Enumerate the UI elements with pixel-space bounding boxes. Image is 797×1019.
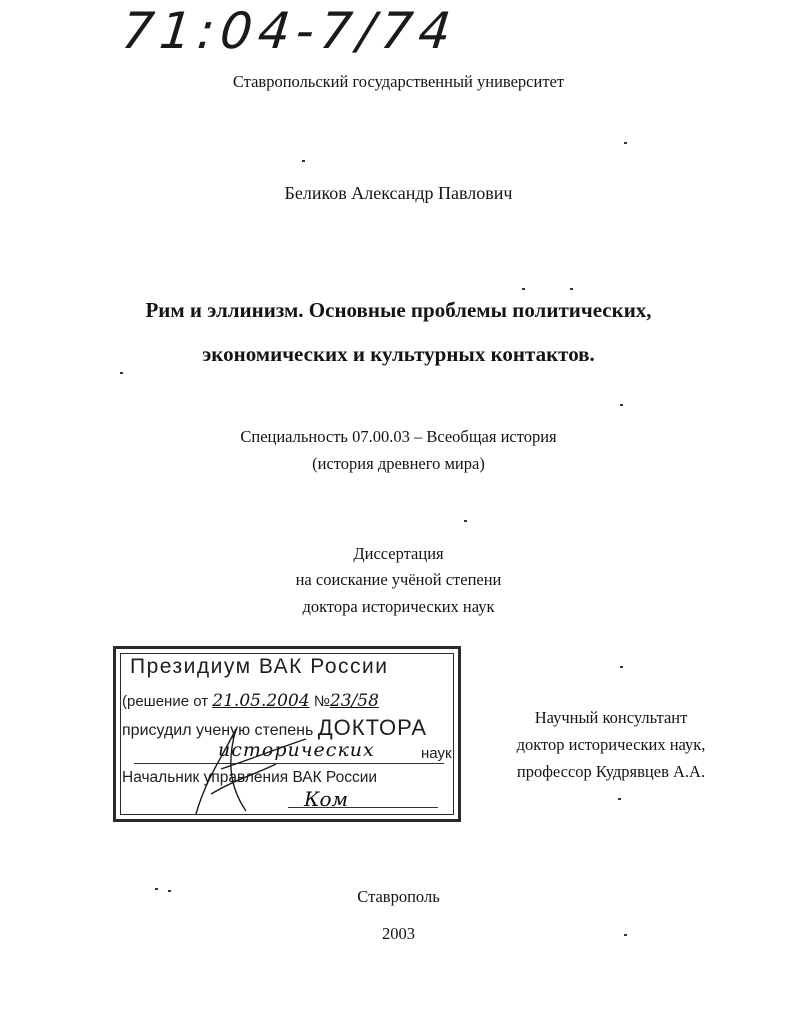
stamp-decision-number-prefix: № (313, 693, 330, 710)
scan-speck (624, 934, 627, 936)
scientific-consultant (496, 704, 726, 785)
scan-speck (464, 520, 467, 522)
stamp-signature-scribble (176, 719, 316, 819)
stamp-awarded-prefix: присудил ученую степень (122, 722, 314, 739)
city: Ставрополь (357, 887, 440, 906)
dissertation-line-1: Диссертация (353, 544, 444, 563)
year: 2003 (382, 924, 415, 943)
title-line-1: Рим и эллинизм. Основные проблемы политических, (145, 298, 652, 322)
stamp-degree: ДОКТОРА (317, 715, 428, 740)
scan-speck (618, 798, 621, 800)
scan-speck (522, 288, 525, 290)
consultant-line-1: Научный консультант (534, 708, 688, 727)
scan-speck (168, 890, 171, 892)
author-name: Беликов Александр Павлович (284, 183, 513, 203)
consultant-line-2: доктор исторических наук, (516, 735, 706, 754)
scan-speck (570, 288, 573, 290)
stamp-decision-prefix: (решение от (122, 693, 209, 710)
stamp-signature-text: Ком (304, 787, 349, 811)
stamp-header: Президиум ВАК России (130, 655, 389, 678)
scan-speck (155, 888, 158, 890)
specialty-line-1: Специальность 07.00.03 – Всеобщая история (240, 427, 557, 446)
stamp-chief-label: Начальник управления ВАК России (122, 769, 378, 786)
specialty-line-2: (история древнего мира) (312, 454, 485, 473)
scan-speck (620, 404, 623, 406)
university-name: Ставропольский государственный университет (232, 72, 565, 91)
scan-speck (620, 666, 623, 668)
stamp-decision-number: 23/58 (329, 691, 379, 711)
dissertation-line-2: на соискание учёной степени (295, 570, 502, 589)
stamp-decision-line (122, 691, 379, 711)
vak-stamp (113, 646, 461, 822)
scan-speck (624, 142, 627, 144)
stamp-decision-date: 21.05.2004 (212, 691, 310, 711)
catalog-number: 71:04-7/74 (118, 2, 460, 60)
stamp-science-suffix: наук (421, 745, 452, 762)
scan-speck (302, 160, 305, 162)
title-line-2: экономических и культурных контактов. (202, 342, 595, 366)
consultant-line-3: профессор Кудрявцев А.А. (516, 762, 706, 781)
stamp-science-handwritten: исторических (218, 739, 375, 761)
scan-speck (120, 372, 123, 374)
dissertation-line-3: доктора исторических наук (302, 597, 495, 616)
